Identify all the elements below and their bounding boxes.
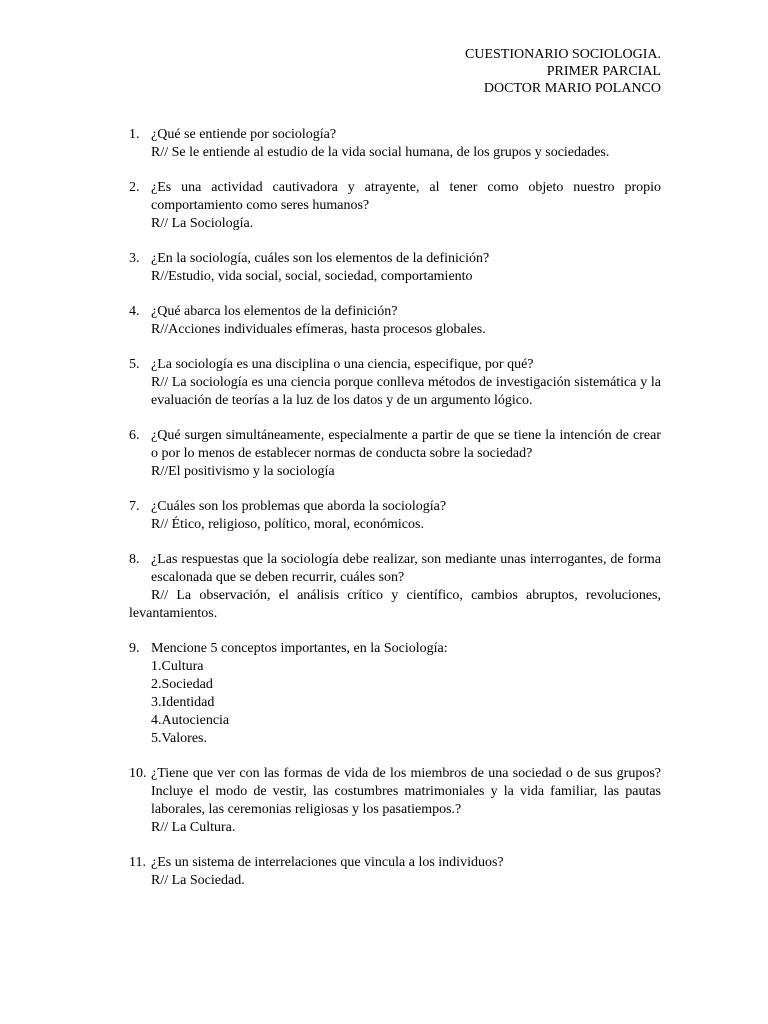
question-number: 2. xyxy=(129,180,140,195)
answer-text: R// La sociología es una ciencia porque conlleva métodos de investigación sistemática y la evaluación de teorías a la luz de los datos y de un argumento lógico. xyxy=(151,375,661,408)
question-text: ¿Qué surgen simultáneamente, especialmente a partir de que se tiene la intención de crear o por lo menos de establecer normas de conducta sobre la sociedad? xyxy=(151,428,661,461)
question-number: 10. xyxy=(129,766,147,781)
question-text: ¿Qué abarca los elementos de la definición? xyxy=(151,304,398,319)
question-number: 4. xyxy=(129,304,140,319)
question-number: 7. xyxy=(129,499,140,514)
question-item-9 xyxy=(129,640,661,748)
question-item-1 xyxy=(129,126,661,162)
question-item-4 xyxy=(129,303,661,339)
header-subtitle: PRIMER PARCIAL xyxy=(546,64,661,79)
question-item-10 xyxy=(129,765,661,837)
header-teacher: DOCTOR MARIO POLANCO xyxy=(483,81,661,96)
question-text: ¿Es una actividad cautivadora y atrayente, al tener como objeto nuestro propio comportamiento como seres humanos? xyxy=(151,180,661,213)
answer-text: R//El positivismo y la sociología xyxy=(151,464,335,479)
document-header xyxy=(465,46,661,97)
question-text: ¿Cuáles son los problemas que aborda la sociología? xyxy=(151,499,447,514)
question-text: ¿Tiene que ver con las formas de vida de los miembros de una sociedad o de sus grupos? Incluye el modo de vestir, las costumbres matrimoniales y la vida familiar, las pautas laborales, las ceremonias religiosas y los pasatiempos.? xyxy=(151,766,661,817)
question-item-7 xyxy=(129,498,661,534)
question-text: Mencione 5 conceptos importantes, en la Sociología: xyxy=(151,641,448,656)
question-number: 3. xyxy=(129,251,140,266)
question-number: 5. xyxy=(129,357,140,372)
question-item-2 xyxy=(129,179,661,233)
question-number: 11. xyxy=(129,855,146,870)
answer-text: R// La observación, el análisis crítico y científico, cambios abruptos, revoluciones, levantamientos. xyxy=(129,588,661,621)
answer-text: R// La Sociedad. xyxy=(151,873,245,888)
list-item: 3.Identidad xyxy=(151,695,215,710)
question-number: 9. xyxy=(129,641,140,656)
question-item-11 xyxy=(129,854,661,890)
list-item: 4.Autociencia xyxy=(151,713,230,728)
answer-text: R// Ético, religioso, político, moral, económicos. xyxy=(151,517,424,532)
list-item: 1.Cultura xyxy=(151,659,204,674)
question-text: ¿La sociología es una disciplina o una ciencia, especifique, por qué? xyxy=(151,357,534,372)
question-text: ¿En la sociología, cuáles son los elementos de la definición? xyxy=(151,251,490,266)
answer-text: R//Estudio, vida social, social, sociedad, comportamiento xyxy=(151,269,473,284)
question-number: 8. xyxy=(129,552,140,567)
question-text: ¿Las respuestas que la sociología debe realizar, son mediante unas interrogantes, de forma escalonada que se deben recurrir, cuáles son? xyxy=(151,552,661,585)
question-number: 6. xyxy=(129,428,140,443)
answer-text: R// Se le entiende al estudio de la vida social humana, de los grupos y sociedades. xyxy=(151,145,610,160)
question-item-3 xyxy=(129,250,661,286)
question-item-5 xyxy=(129,356,661,410)
list-item: 2.Sociedad xyxy=(151,677,213,692)
question-item-8 xyxy=(129,551,661,623)
answer-text: R//Acciones individuales efímeras, hasta procesos globales. xyxy=(151,322,486,337)
question-text: ¿Es un sistema de interrelaciones que vincula a los individuos? xyxy=(151,855,504,870)
question-text: ¿Qué se entiende por sociología? xyxy=(151,127,337,142)
answer-text: R// La Sociología. xyxy=(151,216,254,231)
question-item-6 xyxy=(129,427,661,481)
answer-text: R// La Cultura. xyxy=(151,820,236,835)
question-number: 1. xyxy=(129,127,140,142)
list-item: 5.Valores. xyxy=(151,731,207,746)
header-title: CUESTIONARIO SOCIOLOGIA. xyxy=(465,47,661,62)
question-list xyxy=(129,126,661,907)
